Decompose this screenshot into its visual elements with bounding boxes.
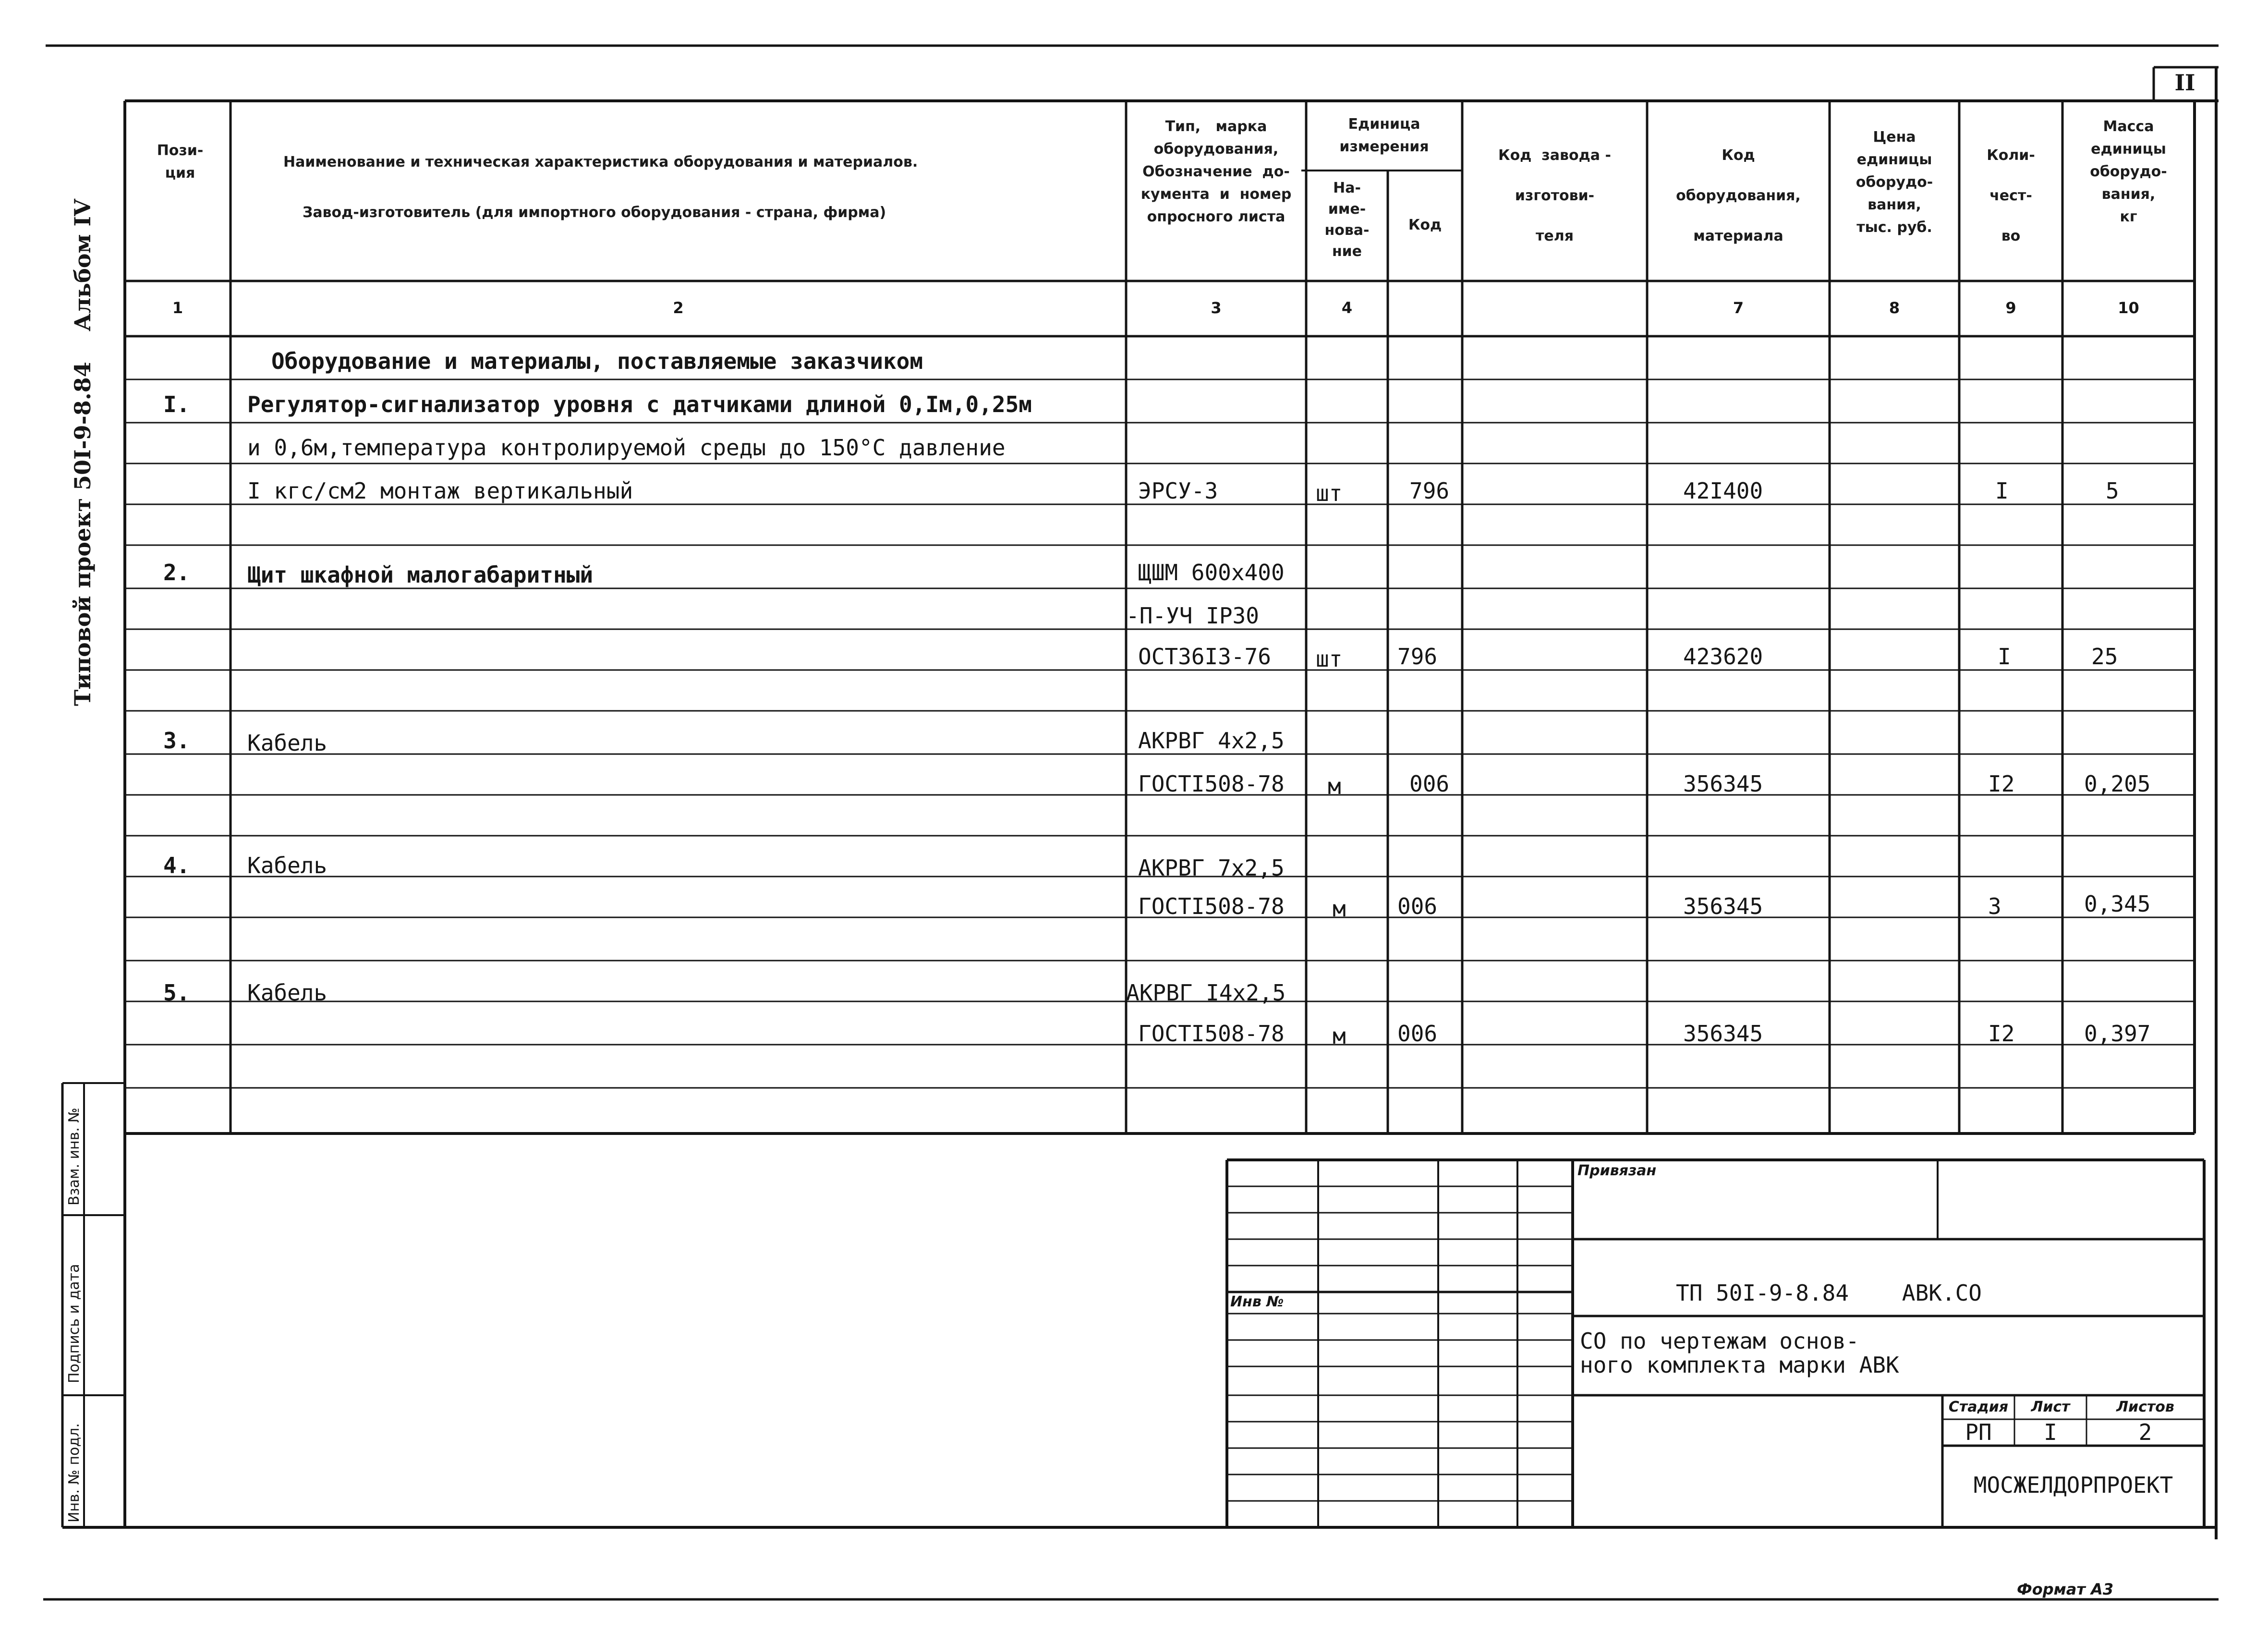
item-5-unit: м (1333, 1023, 1346, 1049)
stamp-inv-no-label: Инв № (1230, 1293, 1284, 1310)
item-2-qty: I (1998, 644, 2011, 670)
item-1-unit: шт (1316, 480, 1343, 506)
header-quantity: Коли- чест- во (1987, 147, 2035, 244)
section-title: Оборудование и материалы, поставляемые заказчиком (271, 348, 923, 374)
colnum-3: 3 (1211, 299, 1222, 317)
colnum-8: 8 (1889, 299, 1900, 317)
item-1-name-line1: Регулятор-сигнализатор уровня с датчиками длиной 0,Iм,0,25м (247, 391, 1032, 417)
item-5-qty: I2 (1988, 1021, 2015, 1047)
stamp-sheets-value: 2 (2138, 1419, 2152, 1445)
header-unit-name: На- име- нова- ние (1324, 180, 1370, 260)
colnum-2: 2 (673, 299, 684, 317)
item-1-code: 42I400 (1683, 478, 1763, 504)
item-1-type: ЭРСУ-3 (1138, 478, 1218, 504)
header-price: Цена единицы оборудо- вания, тыс. руб. (1856, 129, 1933, 236)
stamp-designation: ТП 50I-9-8.84 АВК.СО (1676, 1280, 1982, 1306)
margin-vzam-label: Взам. инв. № (66, 1108, 83, 1206)
item-4-name: Кабель (247, 853, 327, 878)
item-5-position: 5. (163, 980, 190, 1006)
item-2-type-line2: -П-УЧ IP30 (1126, 603, 1259, 629)
colnum-1: 1 (172, 299, 183, 317)
header-equipment-code: Код оборудования, материала (1676, 147, 1801, 244)
item-3-position: 3. (163, 728, 190, 754)
stamp-privyazan-label: Привязан (1577, 1162, 1657, 1179)
stamp-sheet-label: Лист (2031, 1399, 2070, 1415)
item-2-mass: 25 (2091, 644, 2118, 670)
header-unit: Единица измерения (1339, 116, 1429, 155)
header-unit-code: Код (1408, 217, 1442, 233)
item-1-name-line3: I кгс/см2 монтаж вертикальный (247, 478, 633, 504)
item-3-name: Кабель (247, 730, 327, 756)
item-5-type-line2: ГОСТI508-78 (1138, 1021, 1285, 1047)
colnum-7: 7 (1733, 299, 1744, 317)
item-3-mass: 0,205 (2084, 771, 2151, 797)
item-3-unit-code: 006 (1409, 771, 1450, 797)
item-4-type-line2: ГОСТI508-78 (1138, 893, 1285, 919)
stamp-stage-label: Стадия (1948, 1399, 2009, 1415)
item-2-position: 2. (163, 560, 190, 585)
item-1-qty: I (1995, 478, 2009, 504)
stamp-organization: МОСЖЕЛДОРПРОЕКТ (1973, 1472, 2173, 1498)
item-1-position: I. (163, 391, 190, 417)
stamp-sheet-value: I (2044, 1419, 2057, 1445)
colnum-10: 10 (2118, 299, 2139, 317)
margin-podpis-label: Подпись и дата (66, 1264, 83, 1383)
header-factory-code: Код завода - изготови- теля (1498, 147, 1611, 244)
stamp-title-line1: СО по чертежам основ- (1580, 1328, 1859, 1354)
colnum-9: 9 (2005, 299, 2016, 317)
stamp-stage-value: РП (1965, 1419, 1992, 1445)
margin-invpodl-label: Инв. № подл. (66, 1423, 83, 1523)
header-name: Наименование и техническая характеристика оборудования и материалов. (283, 154, 918, 171)
item-2-name: Щит шкафной малогабаритный (247, 562, 594, 588)
side-album-label: Альбом IV (70, 199, 96, 331)
item-2-unit: шт (1316, 646, 1343, 672)
item-5-mass: 0,397 (2084, 1021, 2151, 1047)
item-1-name-line2: и 0,6м,температура контролируемой среды до 150°С давление (247, 435, 1006, 461)
item-5-unit-code: 006 (1397, 1021, 1438, 1047)
stamp-sheets-label: Листов (2116, 1399, 2174, 1415)
format-label: Формат А3 (2017, 1580, 2114, 1598)
header-mass: Масса единицы оборудо- вания, кг (2090, 118, 2167, 225)
item-3-qty: I2 (1988, 771, 2015, 797)
item-4-mass: 0,345 (2084, 891, 2151, 917)
item-4-unit-code: 006 (1397, 893, 1438, 919)
item-3-type-line1: АКРВГ 4х2,5 (1138, 728, 1285, 754)
item-4-code: 356345 (1683, 893, 1763, 919)
stamp-title-line2: ного комплекта марки АВК (1580, 1352, 1899, 1378)
colnum-4: 4 (1341, 299, 1353, 317)
header-manufacturer: Завод-изготовитель (для импортного оборудования - страна, фирма) (303, 204, 886, 221)
item-4-qty: 3 (1988, 893, 2001, 919)
item-3-code: 356345 (1683, 771, 1763, 797)
side-project-label: Типовой проект 50I-9-8.84 (70, 362, 96, 706)
item-5-name: Кабель (247, 980, 327, 1006)
header-type: Тип, марка оборудования, Обозначение до- кумента и номер опросного листа (1140, 118, 1292, 225)
item-3-type-line2: ГОСТI508-78 (1138, 771, 1285, 797)
item-2-unit-code: 796 (1397, 644, 1438, 670)
header-position: Пози- ция (157, 142, 204, 182)
item-2-type-line3: ОСТ36I3-76 (1138, 644, 1271, 670)
item-5-code: 356345 (1683, 1021, 1763, 1047)
item-3-unit: м (1328, 773, 1341, 799)
item-4-position: 4. (163, 853, 190, 878)
item-1-unit-code: 796 (1409, 478, 1450, 504)
item-1-mass: 5 (2106, 478, 2119, 504)
item-5-type-line1: АКРВГ I4х2,5 (1126, 980, 1286, 1006)
sheet-number: II (2174, 70, 2195, 96)
item-2-type-line1: ЩШМ 600х400 (1138, 560, 1285, 585)
item-2-code: 423620 (1683, 644, 1763, 670)
item-4-type-line1: АКРВГ 7х2,5 (1138, 855, 1285, 881)
item-4-unit: м (1333, 896, 1346, 922)
